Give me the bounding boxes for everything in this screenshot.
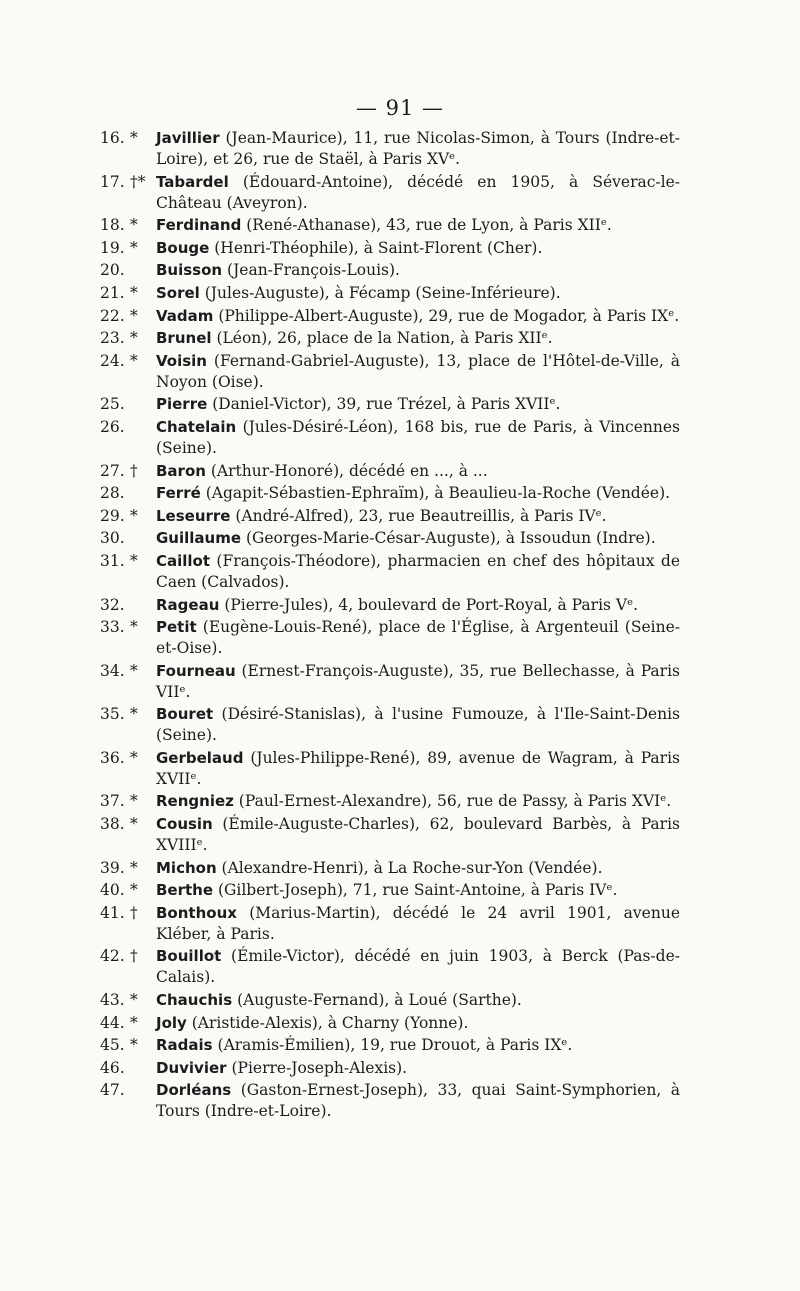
entry-mark: * [130, 881, 138, 900]
entry-mark: * [130, 306, 138, 325]
entry-mark: * [130, 815, 138, 834]
list-item [100, 551, 680, 593]
entry-details: (Paul-Ernest-Alexandre), 56, rue de Passy, à Paris XVIᵉ. [233, 792, 672, 811]
entry-details: (Alexandre-Henri), à La Roche-sur-Yon (Vendée). [216, 858, 603, 877]
entry-details: (Georges-Marie-César-Auguste), à Issoudun (Indre). [241, 529, 656, 548]
entry-mark: * [130, 858, 138, 877]
list-item [100, 506, 680, 527]
entry-details: (Auguste-Fernand), à Loué (Sarthe). [232, 991, 522, 1010]
entry-name: Ferré [156, 484, 201, 503]
entry-name: Leseurre [156, 506, 231, 525]
entry-details: (Gilbert-Joseph), 71, rue Saint-Antoine, à Paris IVᵉ. [213, 881, 618, 900]
entry-mark: * [130, 618, 138, 637]
entry-mark: * [130, 1013, 138, 1032]
entry-mark: * [130, 551, 138, 570]
entry-name: Michon [156, 858, 217, 877]
entry-number: 43. [100, 991, 125, 1010]
entry-number: 29. [100, 506, 125, 525]
entry-name: Bouillot [156, 947, 222, 966]
entry-details: (Ernest-François-Auguste), 35, rue Bellechasse, à Paris VIIᵉ. [156, 661, 680, 701]
list-item [100, 946, 680, 988]
list-item [100, 1013, 680, 1034]
list-item [100, 215, 680, 236]
list-item [100, 990, 680, 1011]
list-item [100, 903, 680, 945]
entry-name: Buisson [156, 261, 223, 280]
entry-name: Gerbelaud [156, 748, 244, 767]
entry-number: 25. [100, 395, 125, 414]
entry-name: Cousin [156, 815, 213, 834]
entry-details: (Aristide-Alexis), à Charny (Yonne). [186, 1013, 469, 1032]
entry-name: Pierre [156, 395, 208, 414]
entry-number: 26. [100, 417, 125, 436]
entry-details: (Marius-Martin), décédé le 24 avril 1901, avenue Kléber, à Paris. [156, 903, 680, 943]
entry-details: (Jules-Auguste), à Fécamp (Seine-Inférieure). [199, 283, 561, 302]
list-item [100, 483, 680, 504]
entry-number: 47. [100, 1081, 125, 1100]
entry-number: 33. [100, 618, 125, 637]
list-item [100, 858, 680, 879]
entry-mark: † [130, 947, 138, 966]
entry-details: (Fernand-Gabriel-Auguste), 13, place de l'Hôtel-de-Ville, à Noyon (Oise). [156, 351, 680, 391]
entry-number: 32. [100, 595, 125, 614]
entry-mark: * [130, 1036, 138, 1055]
entry-name: Brunel [156, 329, 212, 348]
list-item [100, 1058, 680, 1079]
entry-mark: * [130, 506, 138, 525]
list-item [100, 1080, 680, 1122]
entry-number: 36. [100, 748, 125, 767]
entry-details: (Gaston-Ernest-Joseph), 33, quai Saint-Symphorien, à Tours (Indre-et-Loire). [156, 1081, 680, 1121]
entry-name: Baron [156, 461, 206, 480]
entry-details: (Eugène-Louis-René), place de l'Église, à Argenteuil (Seine-et-Oise). [156, 618, 680, 658]
entry-mark: * [130, 283, 138, 302]
entry-number: 39. [100, 858, 125, 877]
entry-name: Javillier [156, 129, 220, 147]
entry-number: 37. [100, 792, 125, 811]
entry-number: 23. [100, 329, 125, 348]
list-item [100, 595, 680, 616]
entry-name: Tabardel [156, 172, 229, 191]
list-item [100, 283, 680, 304]
list-item [100, 461, 680, 482]
entry-details: (Léon), 26, place de la Nation, à Paris XIIᵉ. [211, 329, 553, 348]
entry-name: Chauchis [156, 991, 233, 1010]
entry-number: 21. [100, 283, 125, 302]
entry-details: (Pierre-Jules), 4, boulevard de Port-Royal, à Paris Vᵉ. [219, 595, 639, 614]
entry-name: Radais [156, 1036, 213, 1055]
entry-name: Dorléans [156, 1081, 232, 1100]
entry-mark: * [130, 351, 138, 370]
entry-name: Bonthoux [156, 903, 237, 922]
list-item [100, 528, 680, 549]
entry-name: Sorel [156, 283, 200, 302]
list-item [100, 394, 680, 415]
list-item [100, 417, 680, 459]
entry-mark: †* [130, 172, 146, 191]
entry-name: Guillaume [156, 529, 242, 548]
entry-mark: * [130, 705, 138, 724]
entry-name: Ferdinand [156, 216, 242, 235]
entry-name: Duvivier [156, 1058, 227, 1077]
entry-number: 46. [100, 1058, 125, 1077]
entry-number: 28. [100, 484, 125, 503]
entry-number: 34. [100, 661, 125, 680]
entry-details: (Arthur-Honoré), décédé en ..., à ... [205, 461, 488, 480]
entry-details: (Daniel-Victor), 39, rue Trézel, à Paris XVIIᵉ. [207, 395, 561, 414]
entry-number: 38. [100, 815, 125, 834]
entry-number: 44. [100, 1013, 125, 1032]
entry-details: (Désiré-Stanislas), à l'usine Fumouze, à l'Ile-Saint-Denis (Seine). [156, 705, 680, 745]
list-item [100, 880, 680, 901]
entry-mark: * [130, 129, 138, 147]
list-item [100, 128, 680, 170]
entry-name: Voisin [156, 351, 207, 370]
entry-number: 30. [100, 529, 125, 548]
entry-name: Bouret [156, 705, 214, 724]
list-item [100, 260, 680, 281]
list-item [100, 306, 680, 327]
entry-details: (Émile-Victor), décédé en juin 1903, à Berck (Pas-de-Calais). [156, 947, 680, 987]
entry-number: 20. [100, 261, 125, 280]
entry-number: 24. [100, 351, 125, 370]
entry-number: 41. [100, 903, 125, 922]
entry-name: Rengniez [156, 792, 234, 811]
entry-name: Joly [156, 1013, 187, 1032]
entry-details: (Agapit-Sébastien-Ephraïm), à Beaulieu-la-Roche (Vendée). [200, 484, 671, 503]
entry-name: Caillot [156, 551, 211, 570]
entry-details: (Jules-Désiré-Léon), 168 bis, rue de Paris, à Vincennes (Seine). [156, 417, 680, 457]
list-item [100, 814, 680, 856]
entry-name: Vadam [156, 306, 214, 325]
entry-number: 16. [100, 129, 125, 147]
entry-mark: * [130, 748, 138, 767]
entry-details: (Émile-Auguste-Charles), 62, boulevard Barbès, à Paris XVIIIᵉ. [156, 815, 680, 855]
entry-number: 31. [100, 551, 125, 570]
entry-name: Petit [156, 618, 197, 637]
entry-mark: * [130, 329, 138, 348]
entry-mark: * [130, 792, 138, 811]
entry-details: (Jean-Maurice), 11, rue Nicolas-Simon, à Tours (Indre-et-Loire), et 26, rue de Staël, à Paris XVᵉ. [156, 129, 680, 168]
list-item [100, 617, 680, 659]
entry-name: Rageau [156, 595, 220, 614]
entry-mark: * [130, 991, 138, 1010]
list-item [100, 238, 680, 259]
entry-number: 45. [100, 1036, 125, 1055]
list-item [100, 791, 680, 812]
entry-mark: * [130, 238, 138, 257]
entry-number: 17. [100, 172, 125, 191]
entry-details: (Henri-Théophile), à Saint-Florent (Cher). [209, 238, 543, 257]
list-item [100, 351, 680, 393]
list-item [100, 328, 680, 349]
list-item [100, 748, 680, 790]
entry-mark: † [130, 461, 138, 480]
entry-number: 42. [100, 947, 125, 966]
entry-name: Fourneau [156, 661, 236, 680]
entry-mark: † [130, 903, 138, 922]
entry-name: Berthe [156, 881, 214, 900]
entry-details: (Jules-Philippe-René), 89, avenue de Wagram, à Paris XVIIᵉ. [156, 748, 680, 788]
entry-details: (Édouard-Antoine), décédé en 1905, à Séverac-le-Château (Aveyron). [156, 172, 680, 212]
entry-number: 40. [100, 881, 125, 900]
member-list [100, 128, 680, 1124]
list-item [100, 704, 680, 746]
entry-number: 27. [100, 461, 125, 480]
entry-details: (Philippe-Albert-Auguste), 29, rue de Mogador, à Paris IXᵉ. [213, 306, 680, 325]
entry-details: (André-Alfred), 23, rue Beautreillis, à Paris IVᵉ. [230, 506, 607, 525]
entry-details: (René-Athanase), 43, rue de Lyon, à Paris XIIᵉ. [241, 216, 612, 235]
entry-number: 19. [100, 238, 125, 257]
entry-details: (Pierre-Joseph-Alexis). [226, 1058, 408, 1077]
entry-details: (Jean-François-Louis). [222, 261, 400, 280]
entry-number: 22. [100, 306, 125, 325]
entry-details: (Aramis-Émilien), 19, rue Drouot, à Paris IXᵉ. [212, 1036, 573, 1055]
entry-name: Bouge [156, 238, 210, 257]
page-number: — 91 — [355, 96, 445, 120]
list-item [100, 661, 680, 703]
entry-number: 18. [100, 216, 125, 235]
entry-details: (François-Théodore), pharmacien en chef des hôpitaux de Caen (Calvados). [156, 551, 680, 591]
entry-name: Chatelain [156, 417, 237, 436]
entry-mark: * [130, 661, 138, 680]
entry-mark: * [130, 216, 138, 235]
list-item [100, 1035, 680, 1056]
list-item [100, 172, 680, 214]
entry-number: 35. [100, 705, 125, 724]
